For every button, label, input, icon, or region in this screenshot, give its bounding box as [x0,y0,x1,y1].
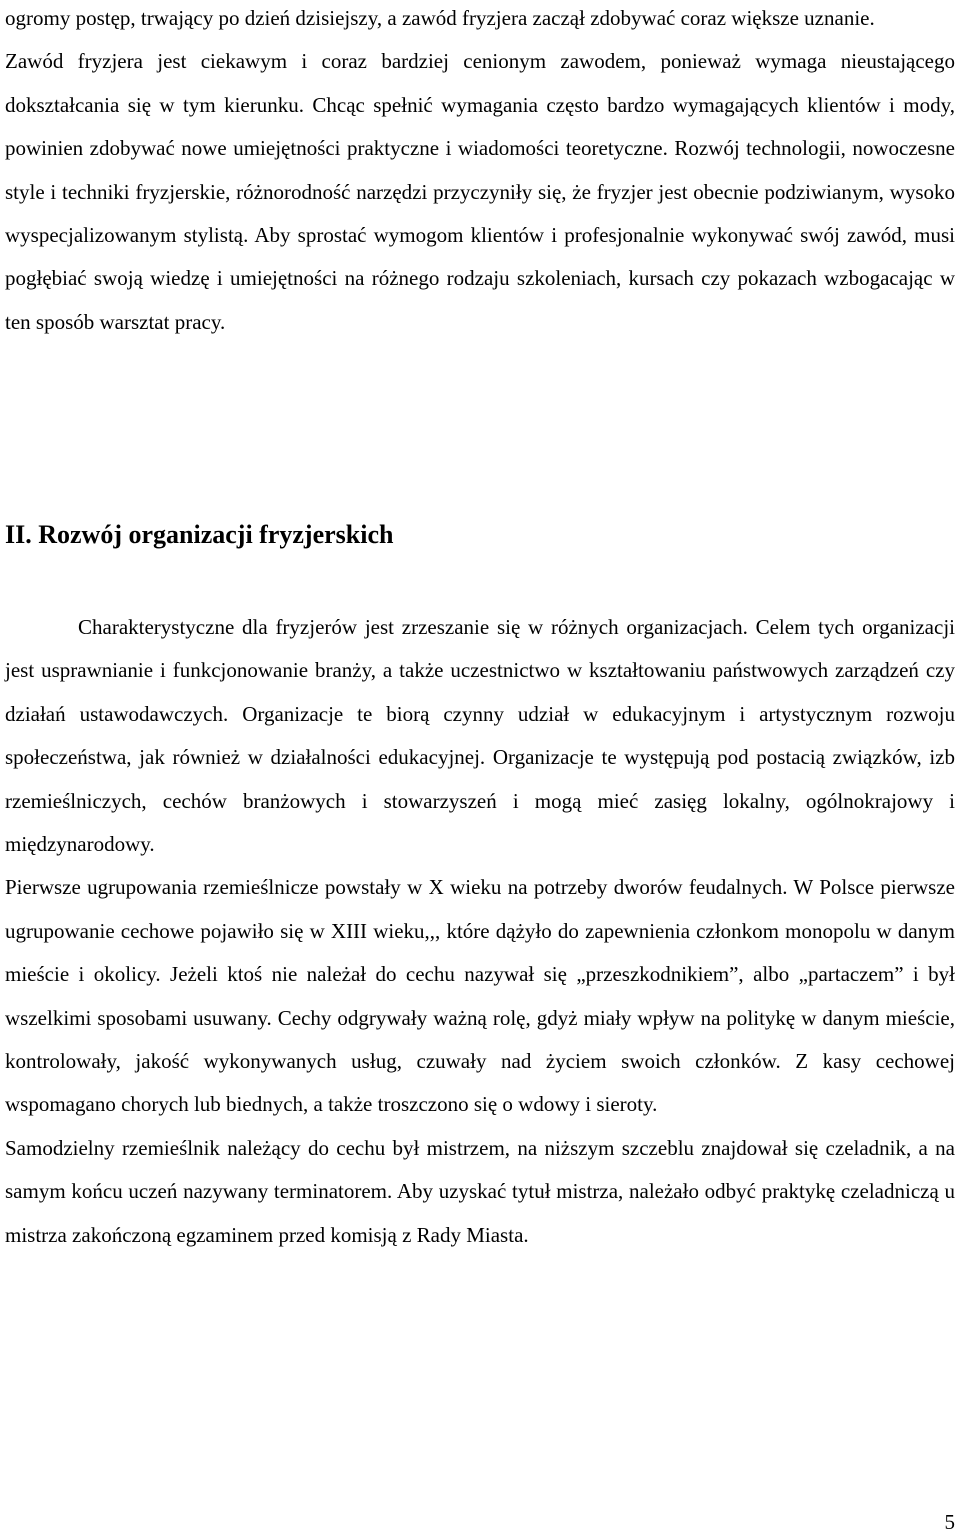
document-page [5,0,955,1247]
section-body [5,606,955,1257]
paragraph-guild-history: Pierwsze ugrupowania rzemieślnicze powstały w X wieku na potrzeby dworów feudalnych. W Polsce pierwsze ugrupowanie cechowe pojawiło się w XIII wieku,,, które dążyło do zapewnienia członkom monopolu w danym mieście i okolicy. Jeżeli ktoś nie należał do cechu nazywał się „przeszkodnikiem”, albo „partaczem” i był wszelkimi sposobami usuwany. Cechy odgrywały ważną rolę, gdyż miały wpływ na politykę w danym mieście, kontrolowały, jakość wykonywanych usług, czuwały nad życiem swoich członków. Z kasy cechowej wspomagano chorych lub biednych, a także troszczono się o wdowy i sieroty. [5,875,955,1117]
section-heading: II. Rozwój organizacji fryzjerskich [5,520,394,549]
paragraph-intro-continuation: ogromy postęp, trwający po dzień dzisiejszy, a zawód fryzjera zaczął zdobywać coraz większe uznanie. [5,6,875,30]
paragraph-hairdresser-profession: Zawód fryzjera jest ciekawym i coraz bardziej cenionym zawodem, ponieważ wymaga nieustającego dokształcania się w tym kierunku. Chcąc spełnić wymagania często bardzo wymagających klientów i mody, powinien zdobywać nowe umiejętności praktyczne i wiadomości teoretyczne. Rozwój technologii, nowoczesne style i techniki fryzjerskie, różnorodność narzędzi przyczyniły się, że fryzjer jest obecnie podziwianym, wysoko wyspecjalizowanym stylistą. Aby sprostać wymogom klientów i profesjonalnie wykonywać swój zawód, musi pogłębiać swoją wiedzę i umiejętności na różnego rodzaju szkoleniach, kursach czy pokazach wzbogacając w ten sposób warsztat pracy. [5,49,955,334]
page-number: 5 [944,1510,955,1534]
paragraph-organizations: Charakterystyczne dla fryzjerów jest zrzeszanie się w różnych organizacjach. Celem tych organizacji jest usprawnianie i funkcjonowanie branży, a także uczestnictwo w kształtowaniu państwowych zarządzeń czy działań ustawodawczych. Organizacje te biorą czynny udział w edukacyjnym i artystycznym rozwoju społeczeństwa, jak również w działalności edukacyjnej. Organizacje te występują pod postacią związków, izb rzemieślniczych, cechów branżowych i stowarzyszeń i mogą mieć zasięg lokalny, ogólnokrajowy i międzynarodowy. [5,615,955,857]
paragraph-master-craftsman: Samodzielny rzemieślnik należący do cechu był mistrzem, na niższym szczeblu znajdował się czeladnik, a na samym końcu uczeń nazywany terminatorem. Aby uzyskać tytuł mistrza, należało odbyć praktykę czeladniczą u mistrza zakończoną egzaminem przed komisją z Rady Miasta. [5,1135,955,1247]
